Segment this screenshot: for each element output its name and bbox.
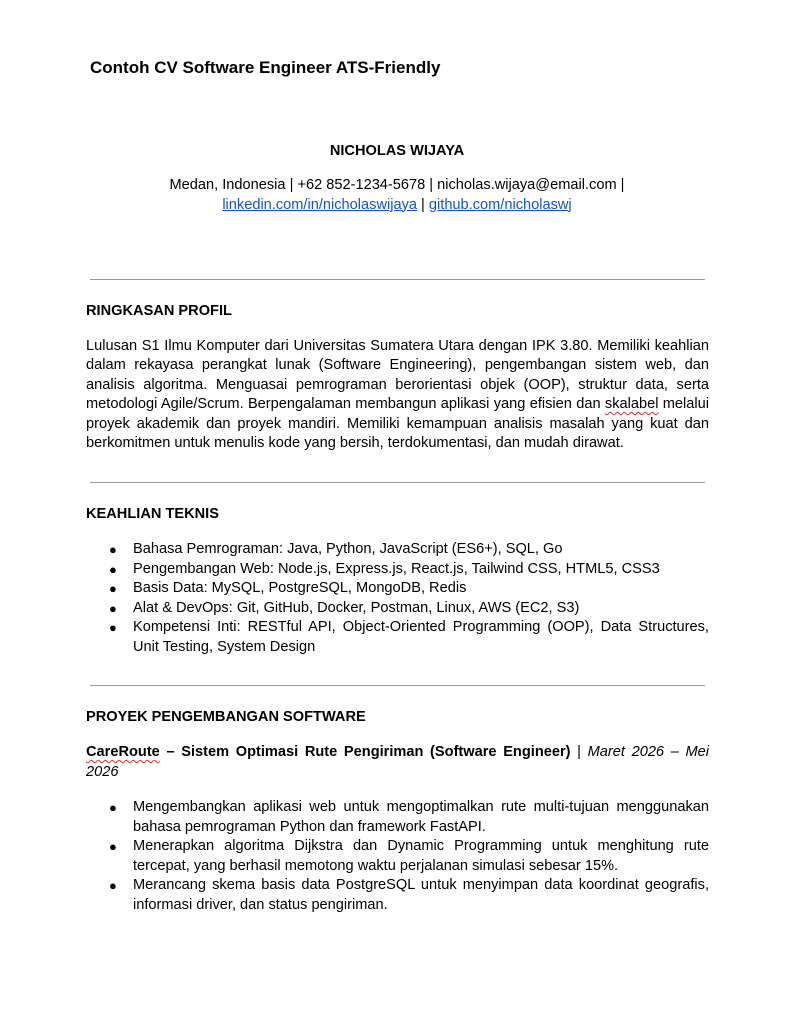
spellcheck-flagged-word[interactable]: skalabel: [604, 396, 659, 413]
list-item: [86, 579, 709, 599]
profile-heading: RINGKASAN PROFIL: [86, 303, 232, 319]
profile-text-end: melalui proyek akademik dan proyek mandiri. Memiliki kemampuan analisis masalah yang kuat dan berkomitmen untuk menulis kode yang bersih, terdokumentasi, dan mudah dirawat.: [86, 396, 709, 452]
skills-heading: KEAHLIAN TEKNIS: [86, 506, 219, 522]
list-item: [86, 837, 709, 876]
contact-info: [90, 176, 704, 215]
list-item: [86, 618, 709, 657]
project-separator: |: [570, 744, 588, 760]
project-bullet-text: Mengembangkan aplikasi web untuk mengoptimalkan rute multi-tujuan menggunakan bahasa pemrograman Python dan framework FastAPI.: [133, 799, 709, 835]
skills-list: [86, 540, 709, 657]
profile-summary: [86, 337, 709, 453]
list-item: [86, 560, 709, 580]
profile-text-start: Lulusan S1 Ilmu Komputer dari Universitas Sumatera Utara dengan IPK 3.80. Memiliki keahlian dalam rekayasa perangkat lunak (Software Engineering), pengembangan sistem web, dan analisis algoritma. Menguasai pemrograman berorientasi objek (OOP), struktur data, serta metodologi Agile/Scrum. Berpengalaman membangun aplikasi yang efisien dan: [86, 338, 709, 413]
linkedin-link[interactable]: linkedin.com/in/nicholaswijaya: [222, 196, 417, 213]
section-divider: [90, 482, 705, 483]
list-item: [86, 876, 709, 915]
project-bullets: [86, 798, 709, 915]
skill-text: Bahasa Pemrograman: Java, Python, JavaScript (ES6+), SQL, Go: [133, 541, 563, 557]
page-title: Contoh CV Software Engineer ATS-Friendly: [90, 58, 441, 77]
bullet-icon: ●: [109, 878, 117, 893]
bullet-icon: ●: [109, 561, 117, 577]
cv-name: NICHOLAS WIJAYA: [329, 143, 465, 159]
skill-text: Pengembangan Web: Node.js, Express.js, React.js, Tailwind CSS, HTML5, CSS3: [133, 560, 660, 577]
skill-text: Basis Data: MySQL, PostgreSQL, MongoDB, Redis: [133, 580, 467, 596]
contact-line: Medan, Indonesia | +62 852-1234-5678 | nicholas.wijaya@email.com |: [169, 177, 625, 193]
list-item: [86, 599, 709, 619]
spellcheck-flagged-word[interactable]: CareRoute: [86, 744, 160, 760]
list-item: [86, 540, 709, 560]
list-item: [86, 798, 709, 837]
bullet-icon: ●: [109, 839, 117, 854]
section-divider: [90, 279, 705, 280]
section-divider: [90, 685, 705, 686]
project-title: [86, 743, 709, 782]
bullet-icon: ●: [109, 581, 117, 596]
bullet-icon: ●: [109, 620, 117, 635]
project-name: – Sistem Optimasi Rute Pengiriman (Software Engineer): [159, 744, 571, 760]
project-date: Maret 2026 – Mei 2026: [86, 744, 709, 780]
bullet-icon: ●: [109, 800, 117, 815]
skill-text: Alat & DevOps: Git, GitHub, Docker, Postman, Linux, AWS (EC2, S3): [133, 599, 580, 616]
bullet-icon: ●: [109, 600, 117, 616]
project-bullet-text: Menerapkan algoritma Dijkstra dan Dynamic Programming untuk menghitung rute tercepat, yang berhasil memotong waktu perjalanan simulasi sebesar 15%.: [133, 838, 709, 874]
github-link[interactable]: github.com/nicholaswj: [428, 196, 572, 213]
skill-text: Kompetensi Inti: RESTful API, Object-Oriented Programming (OOP), Data Structures, Unit Testing, System Design: [133, 619, 709, 655]
project-bullet-text: Merancang skema basis data PostgreSQL untuk menyimpan data koordinat geografis, informasi driver, dan status pengiriman.: [133, 877, 709, 913]
contact-separator: |: [417, 196, 429, 213]
bullet-icon: ●: [109, 542, 117, 557]
projects-heading: PROYEK PENGEMBANGAN SOFTWARE: [86, 709, 366, 725]
